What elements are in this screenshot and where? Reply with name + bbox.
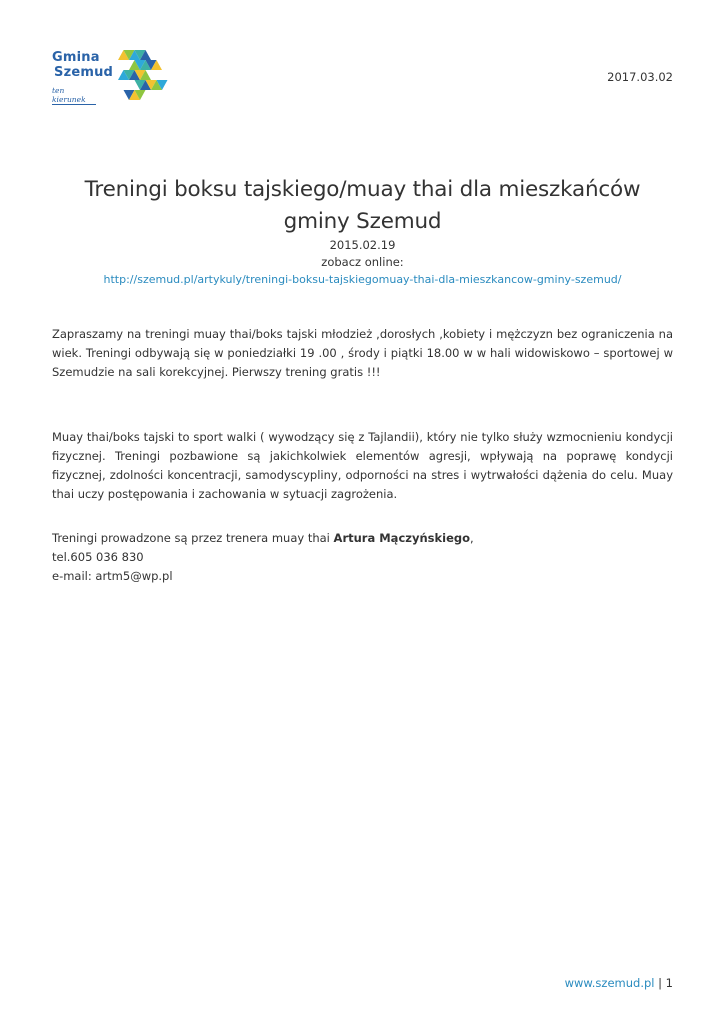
trainer-name: Artura Mączyńskiego <box>333 531 471 545</box>
triangle-mosaic-icon <box>118 50 176 102</box>
online-label: zobacz online: <box>321 255 404 269</box>
contact-email: e-mail: artm5@wp.pl <box>52 569 173 583</box>
article-date: 2015.02.19 <box>329 238 396 252</box>
paragraph-invitation: Zapraszamy na treningi muay thai/boks tajski młodzież ,dorosłych ,kobiety i mężczyzn bez ograniczenia na wiek. Treningi odbywają się w poniedziałki 19 .00 , środy i piątki 18.00 w w hali widowiskowo – sportowej w Szemudzie na sali korekcyjnej. Pierwszy trening gratis !!! <box>52 327 673 379</box>
contact-phone: tel.605 036 830 <box>52 550 144 564</box>
paragraph-description: Muay thai/boks tajski to sport walki ( wywodzący się z Tajlandii), który nie tylko służy wzmocnieniu kondycji fizycznej. Treningi pozbawione są jakichkolwiek elementów agresji, wpływają na poprawę kondycji fizycznej, zdolności koncentracji, samodyscypliny, odporności na stres i wytrwałości dążenia do celu. Muay thai uczy postępowania i zachowania w sytuacji zagrożenia. <box>52 430 673 501</box>
logo-line2: Szemud <box>54 65 114 80</box>
paragraph-contact <box>52 529 673 586</box>
contact-intro: Treningi prowadzone są przez trenera muay thai <box>52 531 334 545</box>
page-number: 1 <box>665 976 673 990</box>
contact-comma: , <box>470 531 474 545</box>
article-title: Treningi boksu tajskiego/muay thai dla mieszkańców gminy Szemud <box>84 177 641 234</box>
online-link[interactable]: http://szemud.pl/artykuly/treningi-boksu-tajskiegomuay-thai-dla-mieszkancow-gminy-szemud/ <box>103 273 622 286</box>
footer-separator: | <box>654 976 666 990</box>
logo-tagline: ten kierunek <box>52 86 96 105</box>
page-footer <box>565 976 673 990</box>
document-date: 2017.03.02 <box>607 70 673 84</box>
gmina-szemud-logo <box>52 50 182 106</box>
logo-line1: Gmina <box>52 50 100 65</box>
footer-site-link[interactable]: www.szemud.pl <box>564 976 655 990</box>
logo-text <box>52 50 113 105</box>
